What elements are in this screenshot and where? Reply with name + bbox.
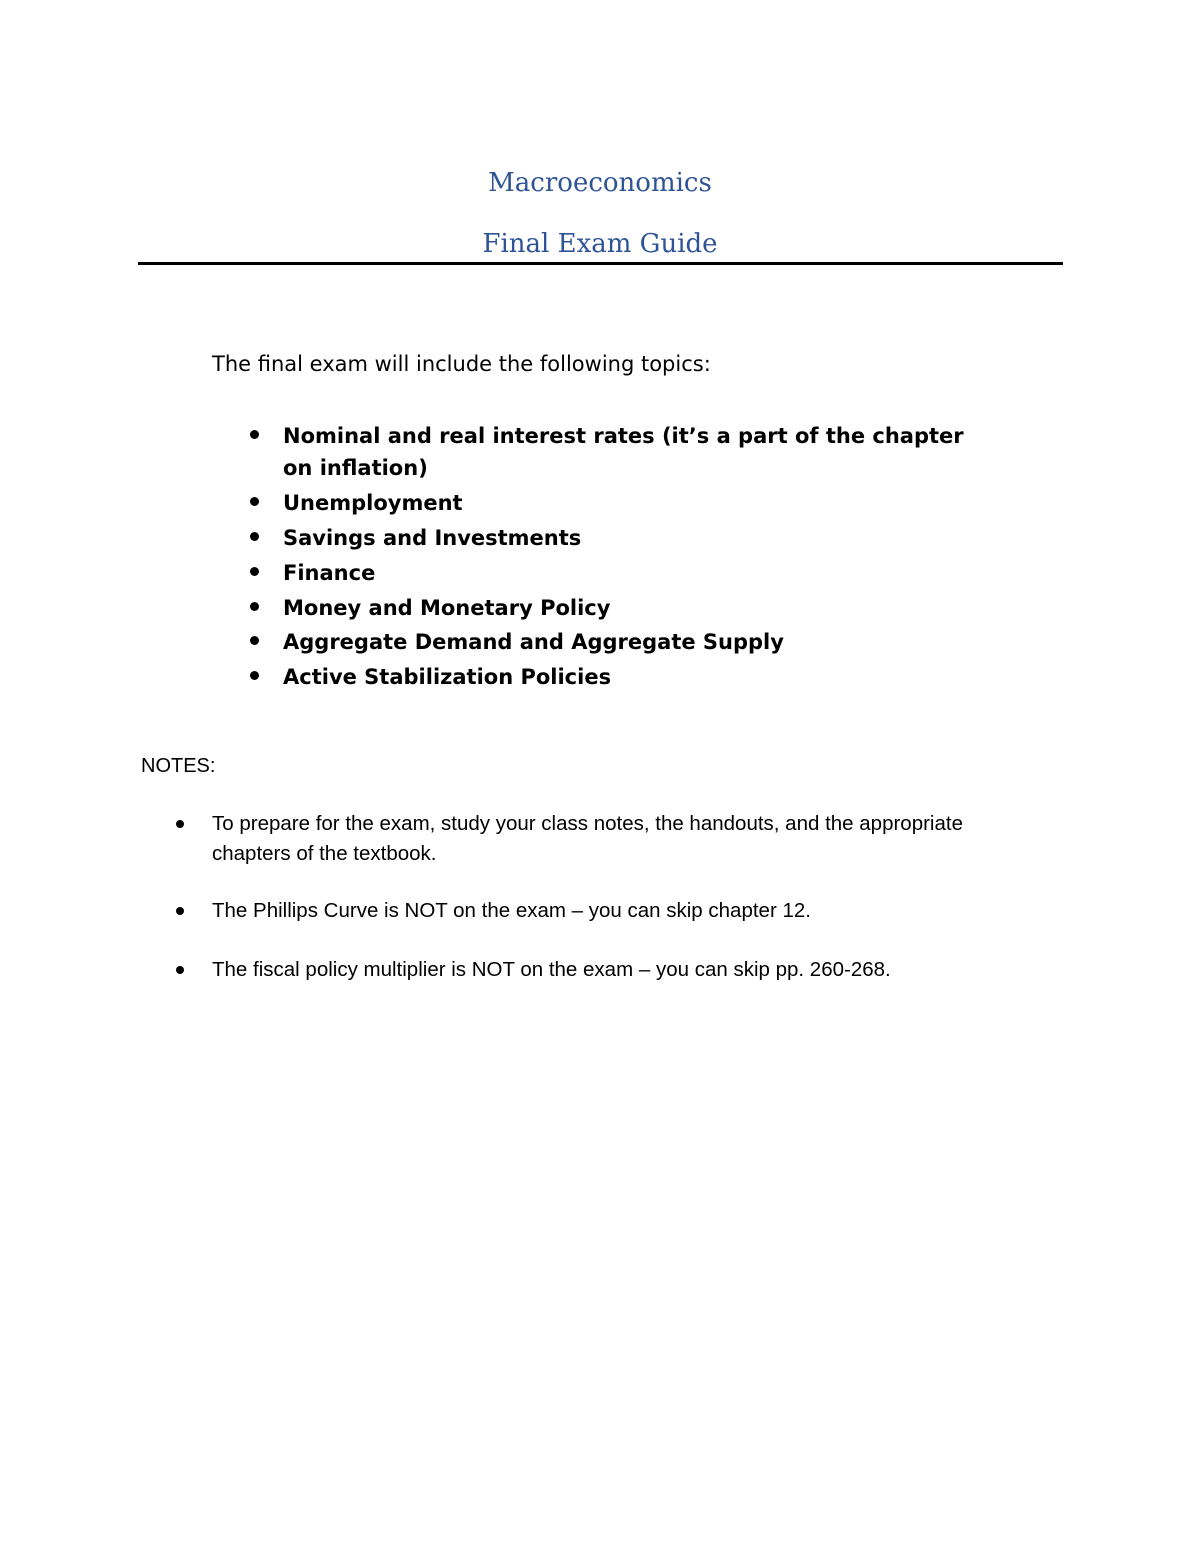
bullet-icon [176,966,184,974]
bullet-icon [250,671,259,680]
title-divider [138,262,1063,265]
topic-text: Active Stabilization Policies [283,665,612,689]
topic-text: Money and Monetary Policy [283,596,611,620]
topic-item [283,661,1003,693]
topic-item [283,420,983,484]
note-text: The fiscal policy multiplier is NOT on the exam – you can skip pp. 260-268. [212,958,891,981]
topic-item [283,557,1003,589]
note-text: To prepare for the exam, study your class notes, the handouts, and the appropriate chapters of the textbook. [212,812,963,865]
topic-text: Unemployment [283,491,463,515]
topic-text: Aggregate Demand and Aggregate Supply [283,630,784,654]
note-item [212,809,1042,869]
topic-text: Finance [283,561,376,585]
note-item [212,896,1042,926]
topic-item [283,487,1003,519]
bullet-icon [250,636,259,645]
course-title: Macroeconomics [488,168,712,198]
intro-text: The final exam will include the following topics: [212,352,711,376]
topic-item [283,592,1003,624]
document-title: Final Exam Guide [482,229,718,259]
bullet-icon [250,532,259,541]
topic-item [283,522,1003,554]
bullet-icon [250,602,259,611]
bullet-icon [250,567,259,576]
topic-text: Savings and Investments [283,526,582,550]
note-item [212,955,1042,985]
bullet-icon [250,497,259,506]
bullet-icon [250,430,259,439]
topic-item [283,626,1003,658]
bullet-icon [176,820,184,828]
notes-heading: NOTES: [141,755,216,777]
note-text: The Phillips Curve is NOT on the exam – you can skip chapter 12. [212,899,811,922]
topic-text: Nominal and real interest rates (it’s a part of the chapter on inflation) [283,424,964,480]
bullet-icon [176,907,184,915]
